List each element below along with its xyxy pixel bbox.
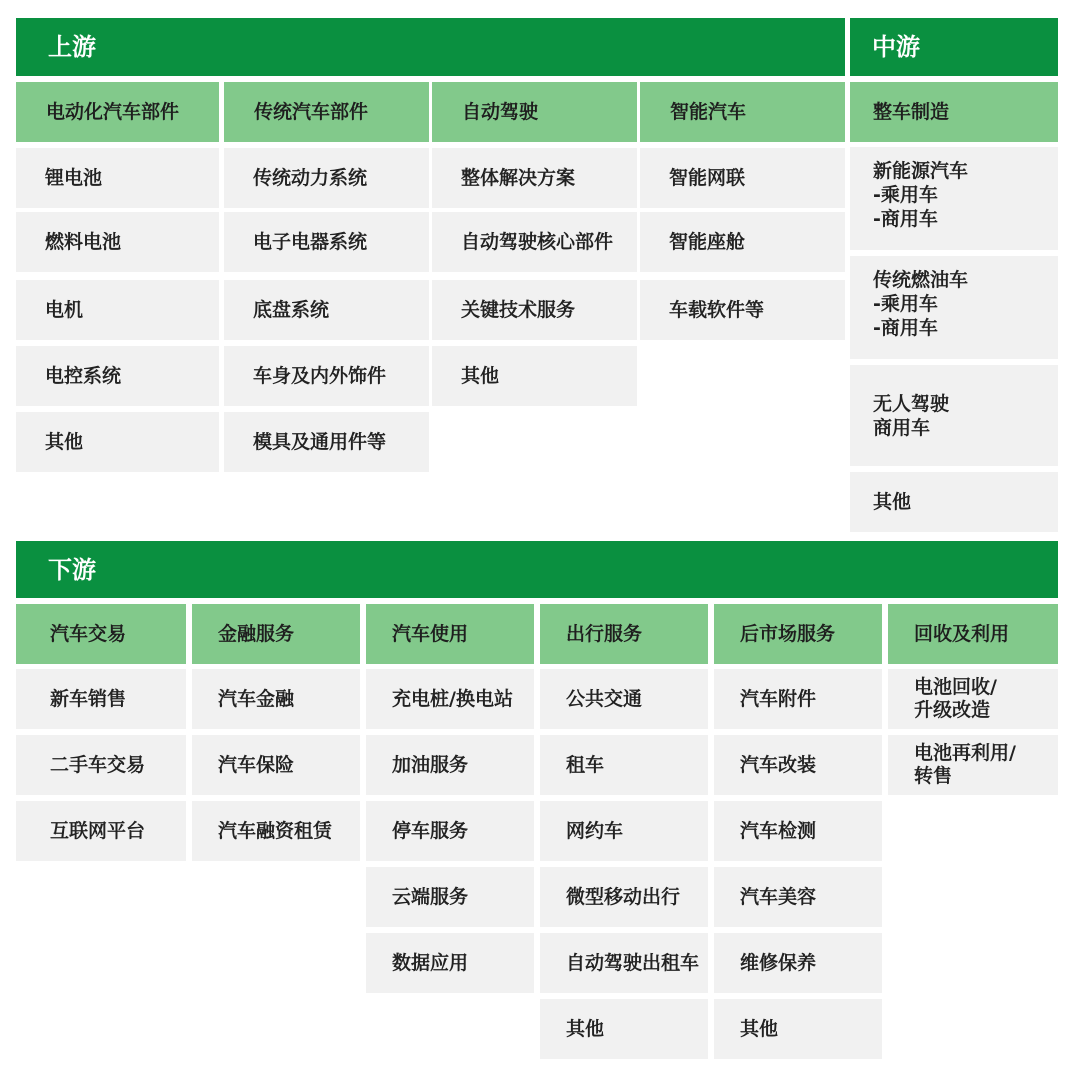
- upstream-item: 电控系统: [16, 346, 219, 406]
- downstream-item: 其他: [714, 999, 882, 1059]
- upstream-category-header: 传统汽车部件: [224, 82, 429, 142]
- upstream-item: 锂电池: [16, 148, 219, 208]
- downstream-category-header: 回收及利用: [888, 604, 1058, 664]
- midstream-title: 中游: [850, 18, 1058, 76]
- downstream-item: 租车: [540, 735, 708, 795]
- upstream-category-header: 智能汽车: [640, 82, 845, 142]
- upstream-item: 燃料电池: [16, 212, 219, 272]
- upstream-item: 传统动力系统: [224, 148, 429, 208]
- downstream-item: 停车服务: [366, 801, 534, 861]
- downstream-item: 数据应用: [366, 933, 534, 993]
- upstream-item: 车身及内外饰件: [224, 346, 429, 406]
- midstream-item: 无人驾驶 商用车: [850, 365, 1058, 466]
- upstream-category-header: 自动驾驶: [432, 82, 637, 142]
- upstream-item: 车载软件等: [640, 280, 845, 340]
- downstream-title: 下游: [16, 541, 1058, 598]
- downstream-category-header: 后市场服务: [714, 604, 882, 664]
- downstream-item: 其他: [540, 999, 708, 1059]
- downstream-item: 维修保养: [714, 933, 882, 993]
- downstream-category-header: 汽车交易: [16, 604, 186, 664]
- midstream-category-header: 整车制造: [850, 82, 1058, 142]
- downstream-item: 网约车: [540, 801, 708, 861]
- upstream-item: 电子电器系统: [224, 212, 429, 272]
- downstream-item: 新车销售: [16, 669, 186, 729]
- downstream-item: 汽车改装: [714, 735, 882, 795]
- upstream-item: 关键技术服务: [432, 280, 637, 340]
- upstream-category-header: 电动化汽车部件: [16, 82, 219, 142]
- downstream-item: 自动驾驶出租车: [540, 933, 708, 993]
- upstream-item: 电机: [16, 280, 219, 340]
- upstream-item: 底盘系统: [224, 280, 429, 340]
- downstream-item: 微型移动出行: [540, 867, 708, 927]
- downstream-item: 电池再利用/ 转售: [888, 735, 1058, 795]
- upstream-title: 上游: [16, 18, 845, 76]
- upstream-item: 其他: [16, 412, 219, 472]
- downstream-item: 互联网平台: [16, 801, 186, 861]
- downstream-item: 二手车交易: [16, 735, 186, 795]
- downstream-item: 公共交通: [540, 669, 708, 729]
- midstream-item: 新能源汽车 -乘用车 -商用车: [850, 147, 1058, 250]
- upstream-item: 整体解决方案: [432, 148, 637, 208]
- downstream-item: 汽车金融: [192, 669, 360, 729]
- midstream-item: 传统燃油车 -乘用车 -商用车: [850, 256, 1058, 359]
- downstream-item: 汽车附件: [714, 669, 882, 729]
- downstream-category-header: 出行服务: [540, 604, 708, 664]
- downstream-category-header: 金融服务: [192, 604, 360, 664]
- upstream-item: 智能网联: [640, 148, 845, 208]
- downstream-item: 汽车美容: [714, 867, 882, 927]
- downstream-item: 汽车检测: [714, 801, 882, 861]
- downstream-item: 汽车保险: [192, 735, 360, 795]
- upstream-item: 智能座舱: [640, 212, 845, 272]
- downstream-item: 云端服务: [366, 867, 534, 927]
- upstream-item: 自动驾驶核心部件: [432, 212, 637, 272]
- upstream-item: 其他: [432, 346, 637, 406]
- downstream-item: 汽车融资租赁: [192, 801, 360, 861]
- downstream-item: 电池回收/ 升级改造: [888, 669, 1058, 729]
- midstream-item: 其他: [850, 472, 1058, 532]
- downstream-item: 加油服务: [366, 735, 534, 795]
- upstream-item: 模具及通用件等: [224, 412, 429, 472]
- downstream-item: 充电桩/换电站: [366, 669, 534, 729]
- downstream-category-header: 汽车使用: [366, 604, 534, 664]
